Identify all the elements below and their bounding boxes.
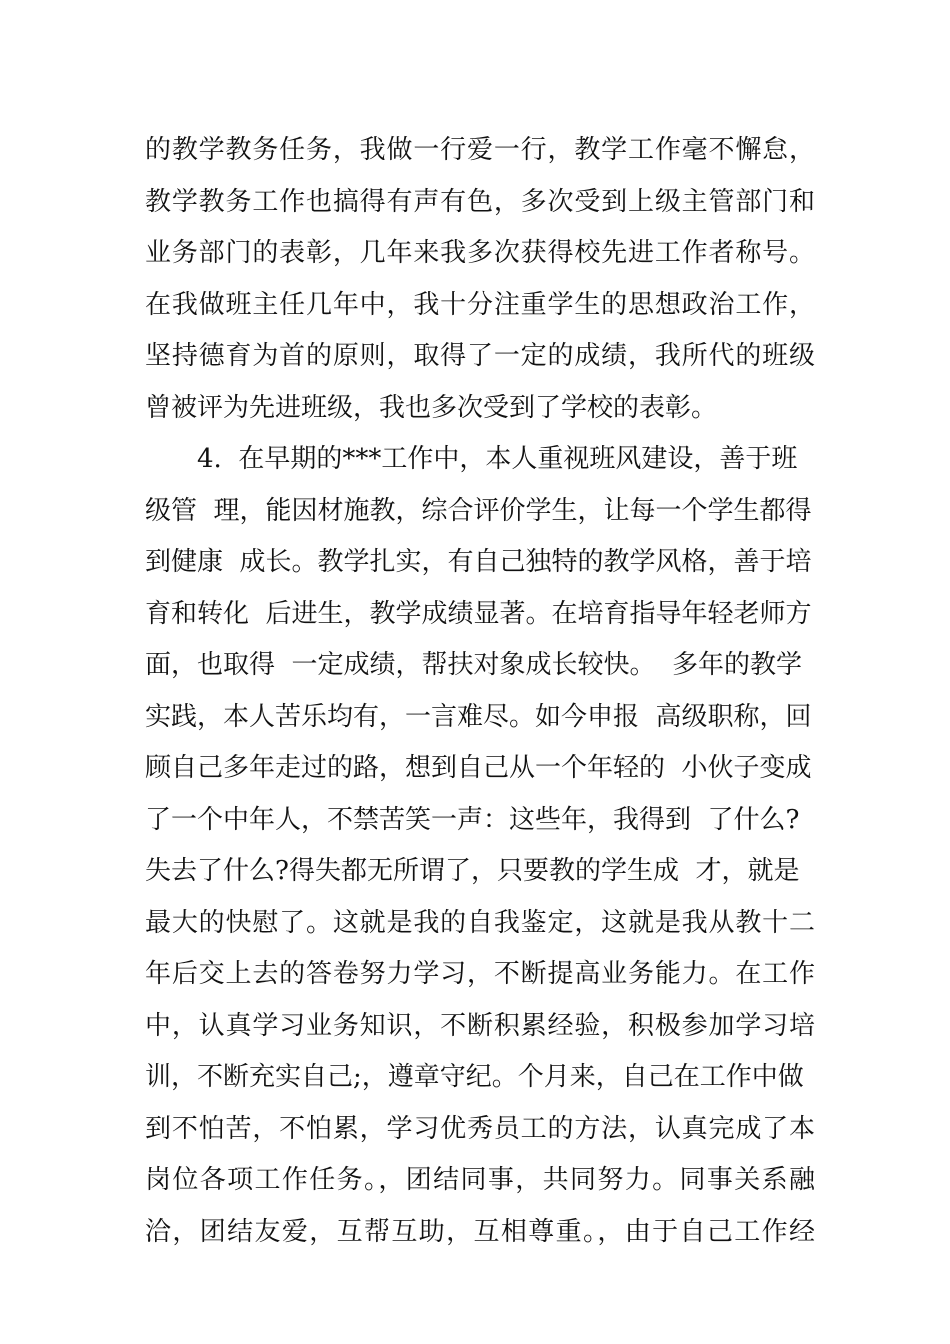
text-line-5: 坚持德育为首的原则，取得了一定的成绩，我所代的班级 [145, 341, 815, 371]
text-line-6: 曾被评为先进班级，我也多次受到了学校的表彰。 [145, 392, 718, 423]
text-line-19: 训，不断充实自己;，遵章守纪。个月来，自己在工作中做 [145, 1062, 804, 1092]
text-line-3: 业务部门的表彰，几年来我多次获得校先进工作者称号。 [145, 238, 815, 268]
text-line-10: 育和转化 后进生，教学成绩显著。在培育指导年轻老师方 [145, 598, 812, 629]
text-line-16: 最大的快慰了。这就是我的自我鉴定，这就是我从教十二 [145, 907, 815, 938]
text-line-21: 岗位各项工作任务。，团结同事，共同努力。同事关系融 [145, 1165, 815, 1195]
text-line-20: 到不怕苦，不怕累，学习优秀员工的方法，认真完成了本 [145, 1113, 815, 1144]
body-text [145, 125, 815, 1258]
text-line-2: 教学教务工作也搞得有声有色，多次受到上级主管部门和 [145, 186, 815, 217]
text-line-9: 到健康 成长。教学扎实，有自己独特的教学风格，善于培 [145, 547, 812, 577]
text-line-11: 面，也取得 一定成绩，帮扶对象成长较快。 多年的教学 [145, 650, 803, 680]
text-line-22: 洽，团结友爱，互帮互助，互相尊重。，由于自己工作经 [145, 1216, 815, 1247]
text-line-1: 的教学教务任务，我做一行爱一行，教学工作毫不懈怠， [145, 135, 815, 165]
text-line-17: 年后交上去的答卷努力学习，不断提高业务能力。在工作 [145, 959, 815, 989]
text-line-12: 实践，本人苦乐均有，一言难尽。如今申报 高级职称，回 [145, 701, 812, 732]
text-line-14: 了一个中年人，不禁苦笑一声：这些年，我得到 了什么? [145, 804, 800, 835]
text-line-4: 在我做班主任几年中，我十分注重学生的思想政治工作， [145, 289, 815, 320]
text-line-13: 顾自己多年走过的路，想到自己从一个年轻的 小伙子变成 [145, 753, 812, 783]
text-line-15: 失去了什么?得失都无所谓了，只要教的学生成 才，就是 [145, 856, 800, 886]
text-line-7: 4. 在早期的***工作中，本人重视班风建设，善于班 [197, 444, 798, 474]
text-line-8: 级管 理，能因材施教，综合评价学生，让每一个学生都得 [145, 495, 812, 526]
text-line-18: 中，认真学习业务知识，不断积累经验，积极参加学习培 [145, 1010, 815, 1041]
